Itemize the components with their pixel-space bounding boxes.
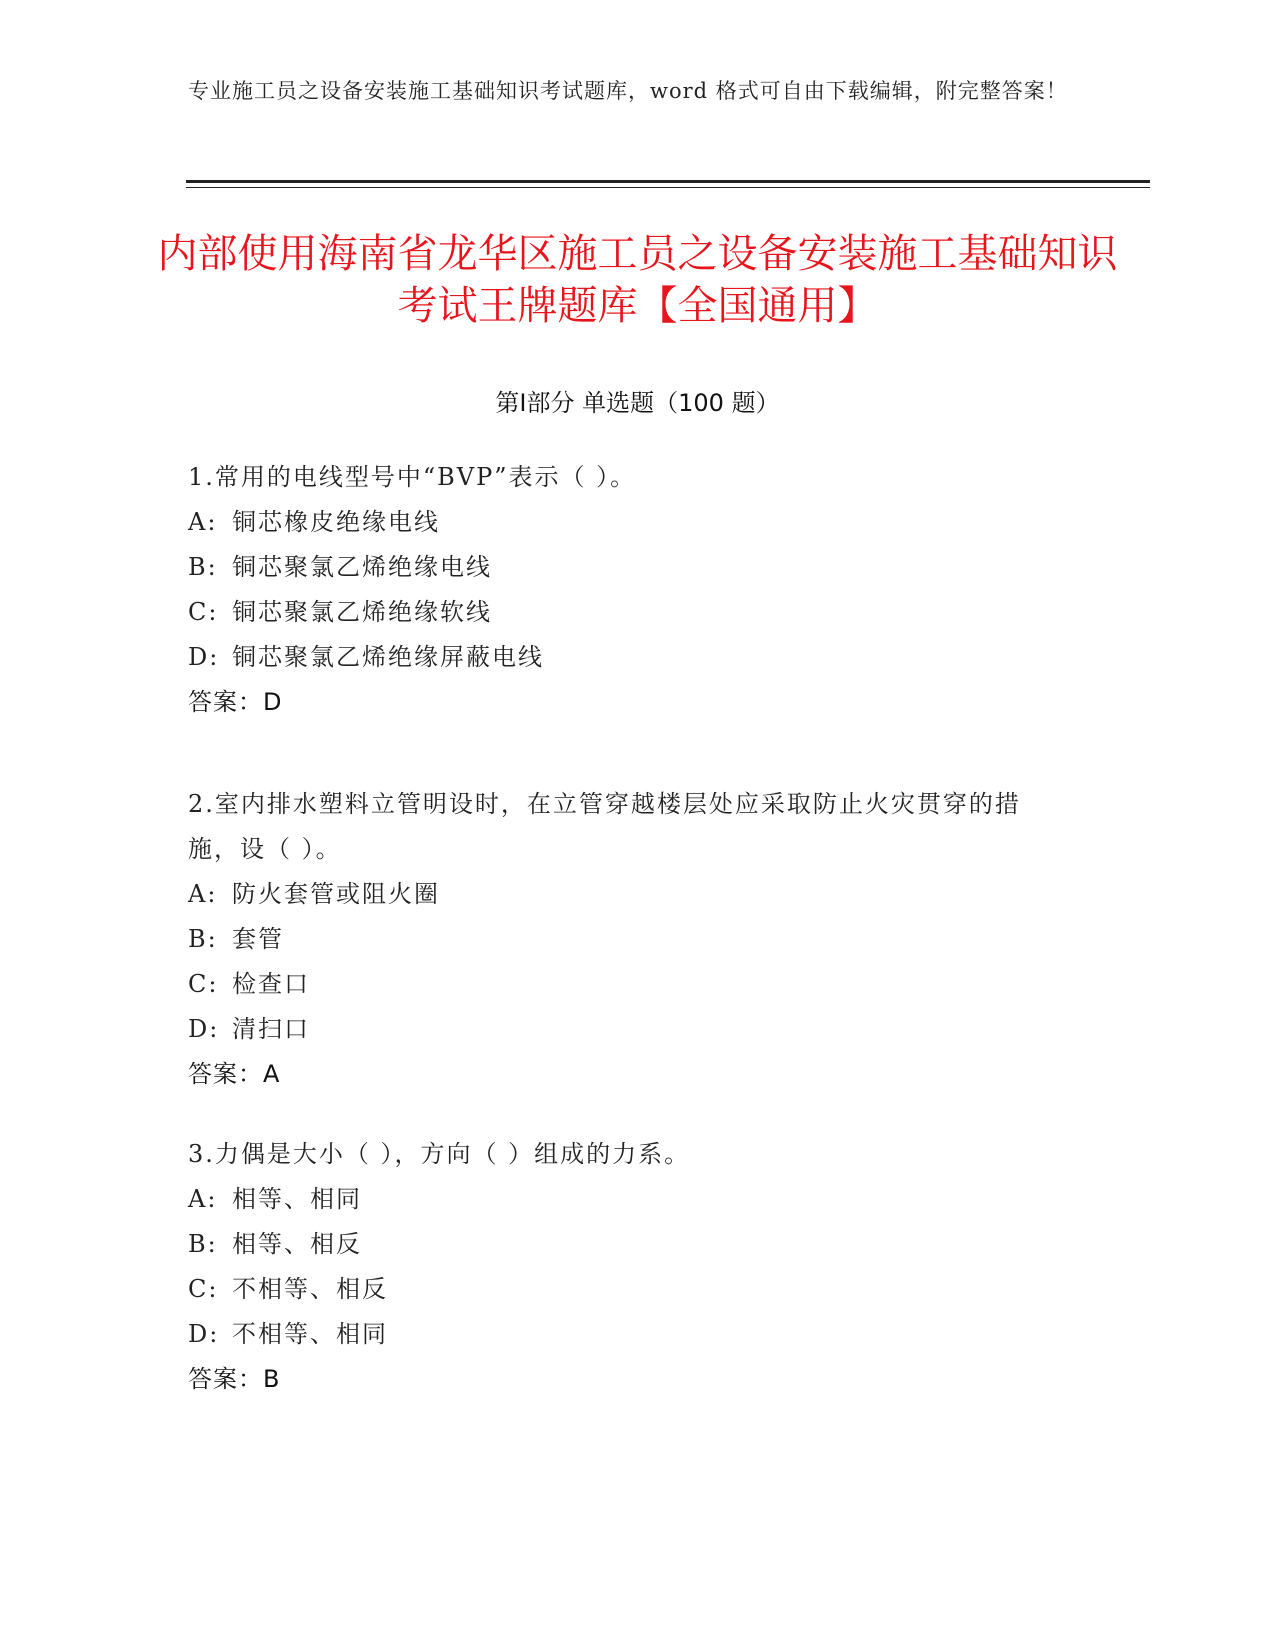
option-a: [188, 872, 1068, 917]
document-title: 内部使用海南省龙华区施工员之设备安装施工基础知识考试王牌题库【全国通用】: [157, 231, 1118, 329]
header-divider-thick: [186, 180, 1150, 183]
question-3: [188, 1132, 1068, 1402]
option-text: 套管: [232, 925, 284, 953]
option-letter: C:: [188, 598, 219, 626]
option-text: 不相等、相同: [232, 1320, 388, 1348]
option-d: [188, 635, 1068, 680]
option-text: 相等、相反: [232, 1230, 362, 1258]
option-letter: A:: [188, 508, 218, 536]
option-letter: B:: [188, 1230, 218, 1258]
option-c: [188, 1267, 1068, 1312]
option-text: 相等、相同: [232, 1185, 362, 1213]
option-letter: D:: [188, 1015, 220, 1043]
header-note: 专业施工员之设备安装施工基础知识考试题库，word 格式可自由下载编辑，附完整答案！: [188, 79, 1068, 103]
option-text: 检查口: [232, 970, 310, 998]
option-letter: D:: [188, 643, 220, 671]
option-c: [188, 590, 1068, 635]
option-letter: C:: [188, 970, 219, 998]
question-1: [188, 455, 1068, 725]
option-c: [188, 962, 1068, 1007]
option-b: [188, 545, 1068, 590]
option-letter: B:: [188, 553, 218, 581]
option-text: 铜芯橡皮绝缘电线: [232, 508, 440, 536]
option-letter: A:: [188, 880, 218, 908]
option-text: 铜芯聚氯乙烯绝缘屏蔽电线: [232, 643, 544, 671]
header-divider-thin: [186, 187, 1150, 188]
option-text: 铜芯聚氯乙烯绝缘电线: [232, 553, 492, 581]
option-a: [188, 500, 1068, 545]
question-2: [188, 782, 1068, 1097]
question-stem: 3.力偶是大小（ ），方向（ ）组成的力系。: [188, 1140, 691, 1168]
option-letter: A:: [188, 1185, 218, 1213]
option-letter: D:: [188, 1320, 220, 1348]
option-letter: C:: [188, 1275, 219, 1303]
option-b: [188, 1222, 1068, 1267]
section-heading: 第Ⅰ部分 单选题（100 题）: [495, 389, 780, 417]
option-text: 防火套管或阻火圈: [232, 880, 440, 908]
option-text: 清扫口: [232, 1015, 310, 1043]
option-b: [188, 917, 1068, 962]
option-text: 铜芯聚氯乙烯绝缘软线: [232, 598, 492, 626]
answer-line: 答案：D: [188, 688, 283, 716]
option-d: [188, 1007, 1068, 1052]
option-d: [188, 1312, 1068, 1357]
answer-line: 答案：B: [188, 1365, 281, 1393]
option-text: 不相等、相反: [232, 1275, 388, 1303]
option-a: [188, 1177, 1068, 1222]
option-letter: B:: [188, 925, 218, 953]
question-stem: 1.常用的电线型号中“BVP”表示（ ）。: [188, 463, 637, 491]
question-stem: 2.室内排水塑料立管明设时，在立管穿越楼层处应采取防止火灾贯穿的措施，设（ ）。: [188, 790, 1021, 863]
answer-line: 答案：A: [188, 1060, 281, 1088]
